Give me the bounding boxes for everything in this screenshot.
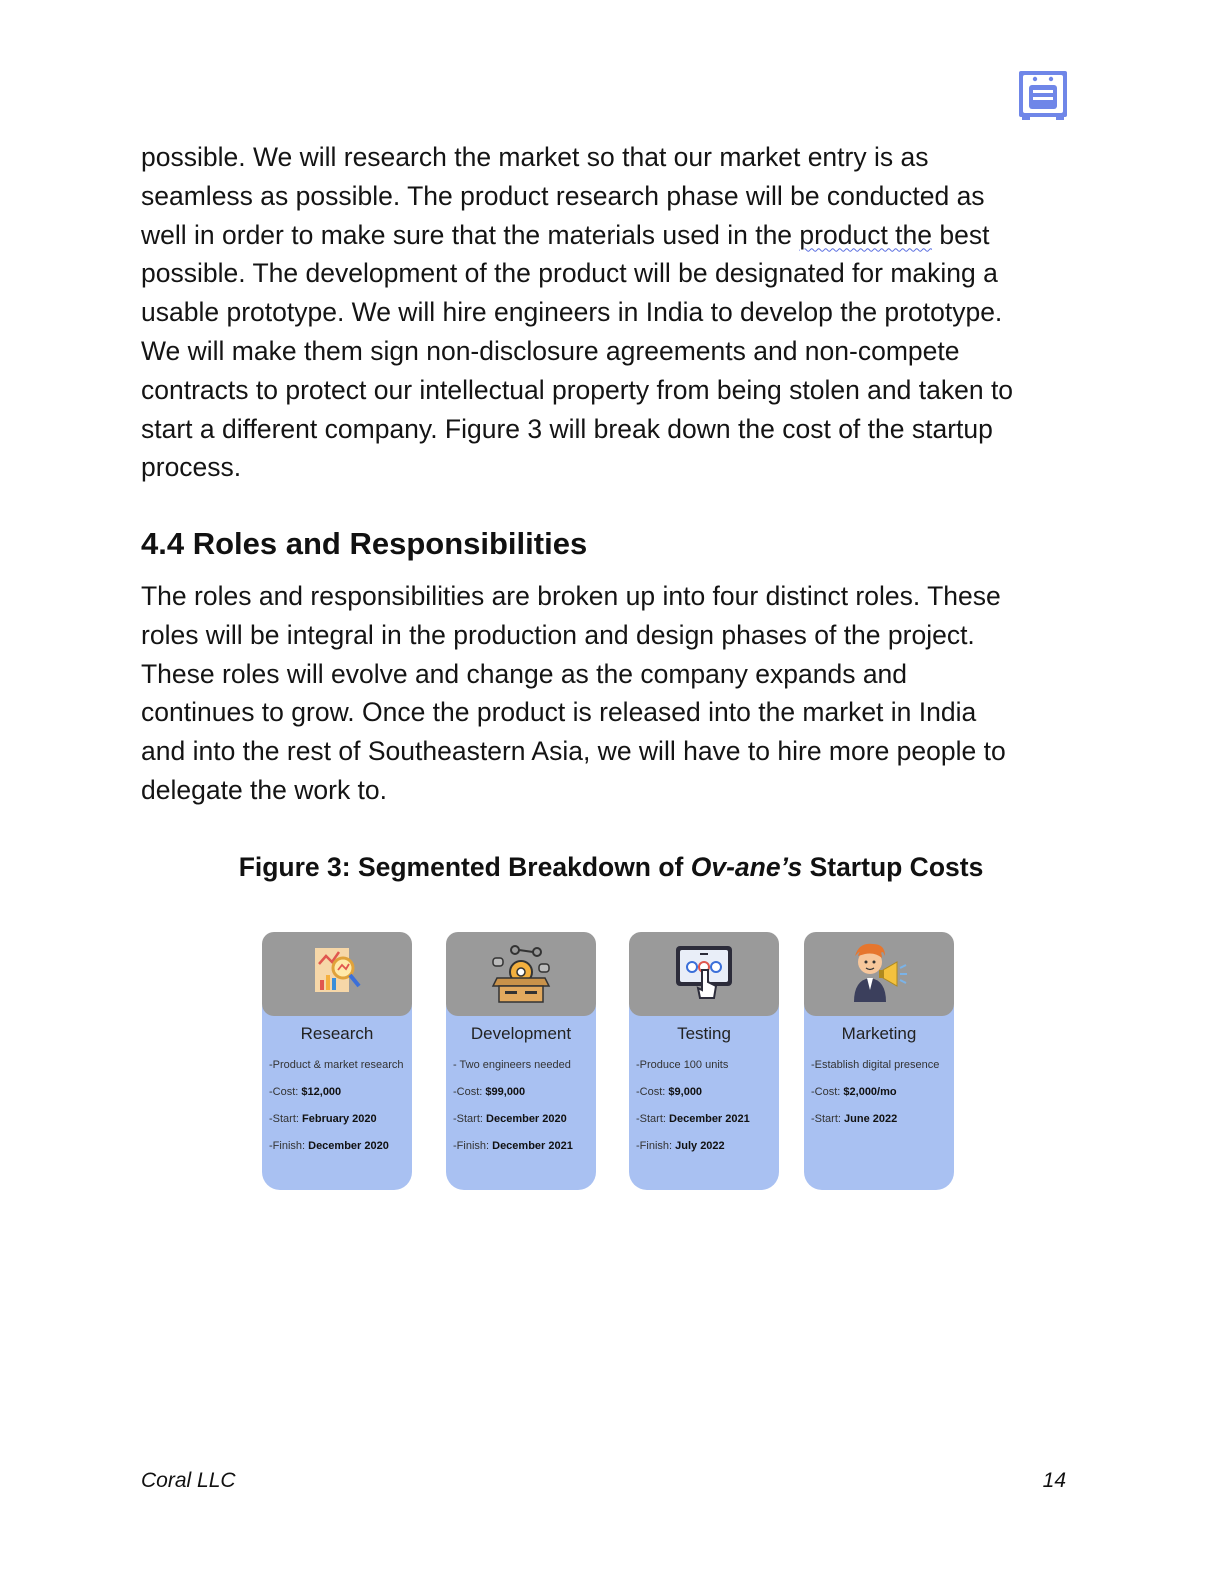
- text-line: seamless as possible. The product research phase will be conducted as: [141, 180, 985, 211]
- cost-card-development: [446, 932, 596, 1190]
- card-cost: -Cost: $9,000: [636, 1086, 703, 1098]
- cost-card-testing: [629, 932, 779, 1190]
- figure-caption: Figure 3: Segmented Breakdown of Ov-ane’s Startup Costs: [238, 852, 984, 882]
- card-start: -Start: February 2020: [269, 1113, 377, 1125]
- touch-screen-icon: [674, 940, 734, 1004]
- cost-card-research: [262, 932, 412, 1190]
- card-description: -Produce 100 units: [636, 1059, 729, 1071]
- card-description: - Two engineers needed: [453, 1059, 571, 1071]
- text-line: We will make them sign non-disclosure agreements and non-compete: [141, 335, 960, 366]
- card-cost: -Cost: $99,000: [453, 1086, 526, 1098]
- card-description: -Establish digital presence: [811, 1059, 940, 1071]
- section-heading: 4.4 Roles and Responsibilities: [141, 526, 588, 561]
- gears-box-icon: [491, 940, 551, 1004]
- text-line: well in order to make sure that the materials used in the product the best: [141, 219, 990, 250]
- card-cost: -Cost: $2,000/mo: [811, 1086, 897, 1098]
- text-line: usable prototype. We will hire engineers in India to develop the prototype.: [141, 297, 1003, 328]
- text-line: and into the rest of Southeastern Asia, we will have to hire more people to: [141, 736, 1006, 767]
- card-finish: -Finish: December 2020: [269, 1140, 389, 1152]
- text-line: The roles and responsibilities are broken up into four distinct roles. These: [141, 581, 1001, 611]
- card-title: Testing: [677, 1024, 731, 1043]
- text-line: start a different company. Figure 3 will break down the cost of the startup: [141, 413, 993, 444]
- text-line: delegate the work to.: [141, 774, 388, 805]
- oven-logo-icon: [1018, 70, 1068, 120]
- card-start: -Start: December 2021: [636, 1113, 750, 1125]
- footer-page-number: 14: [1042, 1469, 1066, 1492]
- body-paragraph-startup: [141, 138, 1071, 487]
- card-finish: -Finish: July 2022: [636, 1140, 725, 1152]
- card-description: -Product & market research: [269, 1059, 404, 1071]
- text-line: possible. We will research the market so that our market entry is as: [141, 142, 929, 172]
- card-title: Marketing: [841, 1024, 917, 1043]
- card-start: -Start: December 2020: [453, 1113, 567, 1125]
- megaphone-person-icon: [849, 940, 909, 1004]
- text-line: contracts to protect our intellectual property from being stolen and taken to: [141, 374, 1014, 405]
- card-start: -Start: June 2022: [811, 1113, 898, 1125]
- cost-card-marketing: [804, 932, 954, 1190]
- text-line: These roles will evolve and change as the company expands and: [141, 658, 908, 689]
- card-title: Development: [470, 1024, 572, 1043]
- card-finish: -Finish: December 2021: [453, 1140, 573, 1152]
- body-paragraph-roles: [141, 577, 1071, 810]
- card-cost: -Cost: $12,000: [269, 1086, 342, 1098]
- text-line: process.: [141, 452, 242, 483]
- text-line: possible. The development of the product will be designated for making a: [141, 258, 998, 289]
- spellcheck-flag[interactable]: product the: [799, 219, 933, 250]
- text-line: continues to grow. Once the product is released into the market in India: [141, 697, 977, 728]
- text-line: roles will be integral in the production and design phases of the project.: [141, 619, 975, 650]
- footer-company: Coral LLC: [141, 1469, 236, 1492]
- analytics-icon: [307, 940, 367, 1004]
- card-title: Research: [300, 1024, 374, 1043]
